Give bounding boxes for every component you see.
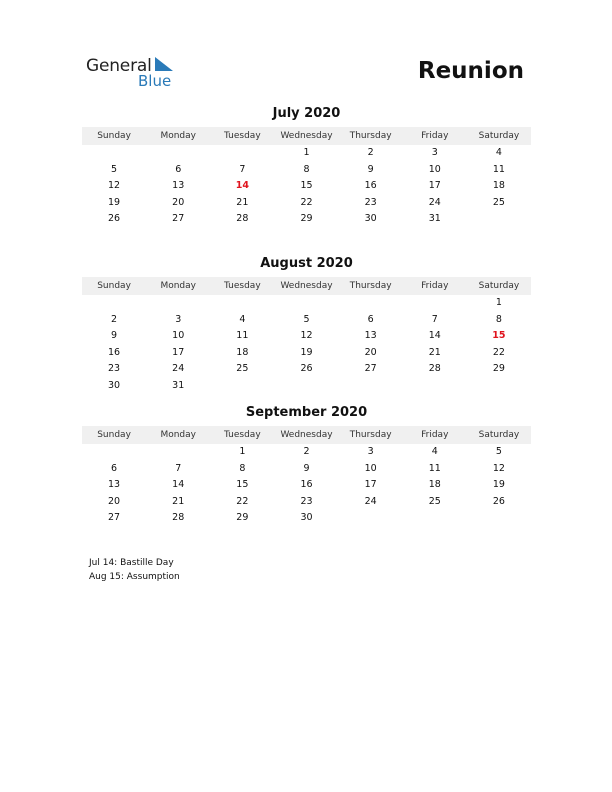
day-cell: 12: [300, 330, 313, 342]
holiday-note: Aug 15: Assumption: [89, 572, 180, 582]
empty-day-cell: [274, 378, 338, 395]
weekday-label: Sunday: [97, 131, 131, 141]
month-grid: [82, 444, 531, 527]
weekday-label: Wednesday: [280, 131, 333, 141]
empty-day-cell: [82, 444, 146, 461]
empty-day-cell: [274, 295, 338, 312]
weekday-label: Wednesday: [280, 281, 333, 291]
day-cell: 3: [175, 313, 182, 325]
week-row: [82, 312, 531, 329]
empty-day-cell: [467, 211, 531, 228]
day-cell: 22: [236, 495, 249, 507]
weekday-label: Friday: [421, 131, 449, 141]
week-row: [82, 162, 531, 179]
week-row: [82, 510, 531, 527]
month-grid: [82, 145, 531, 228]
day-cell: 16: [300, 479, 313, 491]
weekday-label: Saturday: [478, 281, 520, 291]
holiday-note: Jul 14: Bastille Day: [89, 558, 174, 568]
month-title: July 2020: [272, 106, 341, 121]
day-cell: 19: [108, 196, 121, 208]
day-cell: 2: [303, 446, 310, 457]
day-cell: 19: [492, 479, 505, 491]
day-cell: 24: [172, 363, 185, 375]
empty-day-cell: [82, 295, 146, 312]
week-row: [82, 145, 531, 162]
day-cell: 11: [492, 163, 505, 175]
weekday-label: Tuesday: [224, 281, 261, 291]
week-row: [82, 461, 531, 478]
day-cell: 27: [172, 213, 185, 225]
day-cell: 13: [172, 180, 185, 192]
day-cell: 20: [172, 196, 185, 208]
month-grid: [82, 295, 531, 395]
holiday-day-cell: 15: [492, 330, 506, 342]
logo: [86, 56, 186, 92]
day-cell: 10: [172, 330, 185, 342]
day-cell: 30: [364, 213, 377, 225]
logo-triangle-icon: [155, 57, 175, 73]
day-cell: 16: [108, 346, 121, 358]
day-cell: 7: [431, 313, 438, 325]
weekday-label: Tuesday: [224, 131, 261, 141]
logo-general-text: General: [86, 56, 152, 76]
empty-day-cell: [146, 295, 210, 312]
day-cell: 24: [364, 495, 377, 507]
day-cell: 17: [428, 180, 441, 192]
day-cell: 23: [300, 495, 313, 507]
day-cell: 6: [111, 462, 118, 474]
day-cell: 25: [236, 363, 249, 375]
day-cell: 21: [428, 346, 441, 358]
weekday-label: Sunday: [97, 430, 131, 440]
day-cell: 24: [428, 196, 441, 208]
weekday-label: Saturday: [478, 131, 520, 141]
weekday-label: Saturday: [478, 430, 520, 440]
day-cell: 3: [431, 147, 438, 158]
country-title: Reunion: [417, 58, 524, 84]
day-cell: 4: [495, 147, 502, 158]
empty-day-cell: [146, 444, 210, 461]
logo-blue-text: Blue: [138, 72, 172, 90]
month-title: August 2020: [260, 256, 353, 271]
day-cell: 29: [492, 363, 505, 375]
week-row: [82, 328, 531, 345]
day-cell: 22: [492, 346, 505, 358]
empty-day-cell: [339, 295, 403, 312]
week-row: [82, 444, 531, 461]
day-cell: 22: [300, 196, 313, 208]
day-cell: 10: [428, 163, 441, 175]
empty-day-cell: [82, 145, 146, 162]
day-cell: 5: [495, 446, 502, 457]
day-cell: 3: [367, 446, 374, 457]
day-cell: 20: [364, 346, 377, 358]
weekday-header: [82, 127, 531, 145]
day-cell: 21: [236, 196, 249, 208]
empty-day-cell: [403, 510, 467, 527]
week-row: [82, 494, 531, 511]
weekday-label: Thursday: [349, 281, 392, 291]
day-cell: 4: [431, 446, 438, 457]
day-cell: 11: [236, 330, 249, 342]
day-cell: 9: [303, 462, 310, 474]
day-cell: 26: [108, 213, 121, 225]
day-cell: 13: [108, 479, 121, 491]
day-cell: 31: [172, 379, 185, 391]
weekday-label: Thursday: [349, 430, 392, 440]
day-cell: 11: [428, 462, 441, 474]
day-cell: 6: [175, 163, 182, 175]
day-cell: 26: [300, 363, 313, 375]
day-cell: 27: [108, 512, 121, 524]
week-row: [82, 295, 531, 312]
month-title: September 2020: [245, 405, 368, 420]
day-cell: 17: [364, 479, 377, 491]
weekday-label: Thursday: [349, 131, 392, 141]
day-cell: 8: [495, 313, 502, 325]
day-cell: 1: [495, 297, 502, 308]
weekday-label: Wednesday: [280, 430, 333, 440]
day-cell: 1: [303, 147, 310, 158]
day-cell: 8: [303, 163, 310, 175]
day-cell: 20: [108, 495, 121, 507]
holiday-day-cell: 14: [235, 180, 249, 192]
empty-day-cell: [403, 295, 467, 312]
holiday-notes: [89, 556, 180, 584]
empty-day-cell: [403, 378, 467, 395]
day-cell: 29: [300, 213, 313, 225]
weekday-header: [82, 426, 531, 444]
day-cell: 19: [300, 346, 313, 358]
month-september: [82, 404, 531, 527]
empty-day-cell: [467, 510, 531, 527]
week-row: [82, 345, 531, 362]
weekday-label: Monday: [160, 430, 196, 440]
day-cell: 29: [236, 512, 249, 524]
month-july: [82, 105, 531, 228]
week-row: [82, 361, 531, 378]
day-cell: 27: [364, 363, 377, 375]
day-cell: 8: [239, 462, 246, 474]
day-cell: 5: [303, 313, 310, 325]
week-row: [82, 211, 531, 228]
day-cell: 15: [300, 180, 313, 192]
day-cell: 18: [428, 479, 441, 491]
day-cell: 7: [239, 163, 246, 175]
empty-day-cell: [146, 145, 210, 162]
day-cell: 4: [239, 313, 246, 325]
day-cell: 28: [428, 363, 441, 375]
day-cell: 7: [175, 462, 182, 474]
day-cell: 21: [172, 495, 185, 507]
empty-day-cell: [210, 295, 274, 312]
day-cell: 28: [236, 213, 249, 225]
day-cell: 28: [172, 512, 185, 524]
empty-day-cell: [339, 510, 403, 527]
day-cell: 6: [367, 313, 374, 325]
day-cell: 23: [364, 196, 377, 208]
empty-day-cell: [339, 378, 403, 395]
day-cell: 12: [492, 462, 505, 474]
day-cell: 12: [108, 180, 121, 192]
day-cell: 25: [492, 196, 505, 208]
day-cell: 31: [428, 213, 441, 225]
day-cell: 16: [364, 180, 377, 192]
day-cell: 18: [492, 180, 505, 192]
month-august: [82, 255, 531, 395]
day-cell: 9: [367, 163, 374, 175]
weekday-label: Sunday: [97, 281, 131, 291]
weekday-label: Friday: [421, 281, 449, 291]
day-cell: 10: [364, 462, 377, 474]
day-cell: 30: [108, 379, 121, 391]
empty-day-cell: [210, 378, 274, 395]
day-cell: 13: [364, 330, 377, 342]
day-cell: 23: [108, 363, 121, 375]
day-cell: 15: [236, 479, 249, 491]
day-cell: 18: [236, 346, 249, 358]
empty-day-cell: [210, 145, 274, 162]
day-cell: 2: [111, 313, 118, 325]
day-cell: 30: [300, 512, 313, 524]
day-cell: 14: [172, 479, 185, 491]
weekday-label: Friday: [421, 430, 449, 440]
weekday-label: Monday: [160, 131, 196, 141]
week-row: [82, 477, 531, 494]
empty-day-cell: [467, 378, 531, 395]
weekday-header: [82, 277, 531, 295]
weekday-label: Monday: [160, 281, 196, 291]
day-cell: 17: [172, 346, 185, 358]
week-row: [82, 195, 531, 212]
day-cell: 1: [239, 446, 246, 457]
week-row: [82, 378, 531, 395]
day-cell: 9: [111, 330, 118, 342]
day-cell: 26: [492, 495, 505, 507]
day-cell: 5: [111, 163, 118, 175]
week-row: [82, 178, 531, 195]
day-cell: 2: [367, 147, 374, 158]
weekday-label: Tuesday: [224, 430, 261, 440]
day-cell: 25: [428, 495, 441, 507]
day-cell: 14: [428, 330, 441, 342]
